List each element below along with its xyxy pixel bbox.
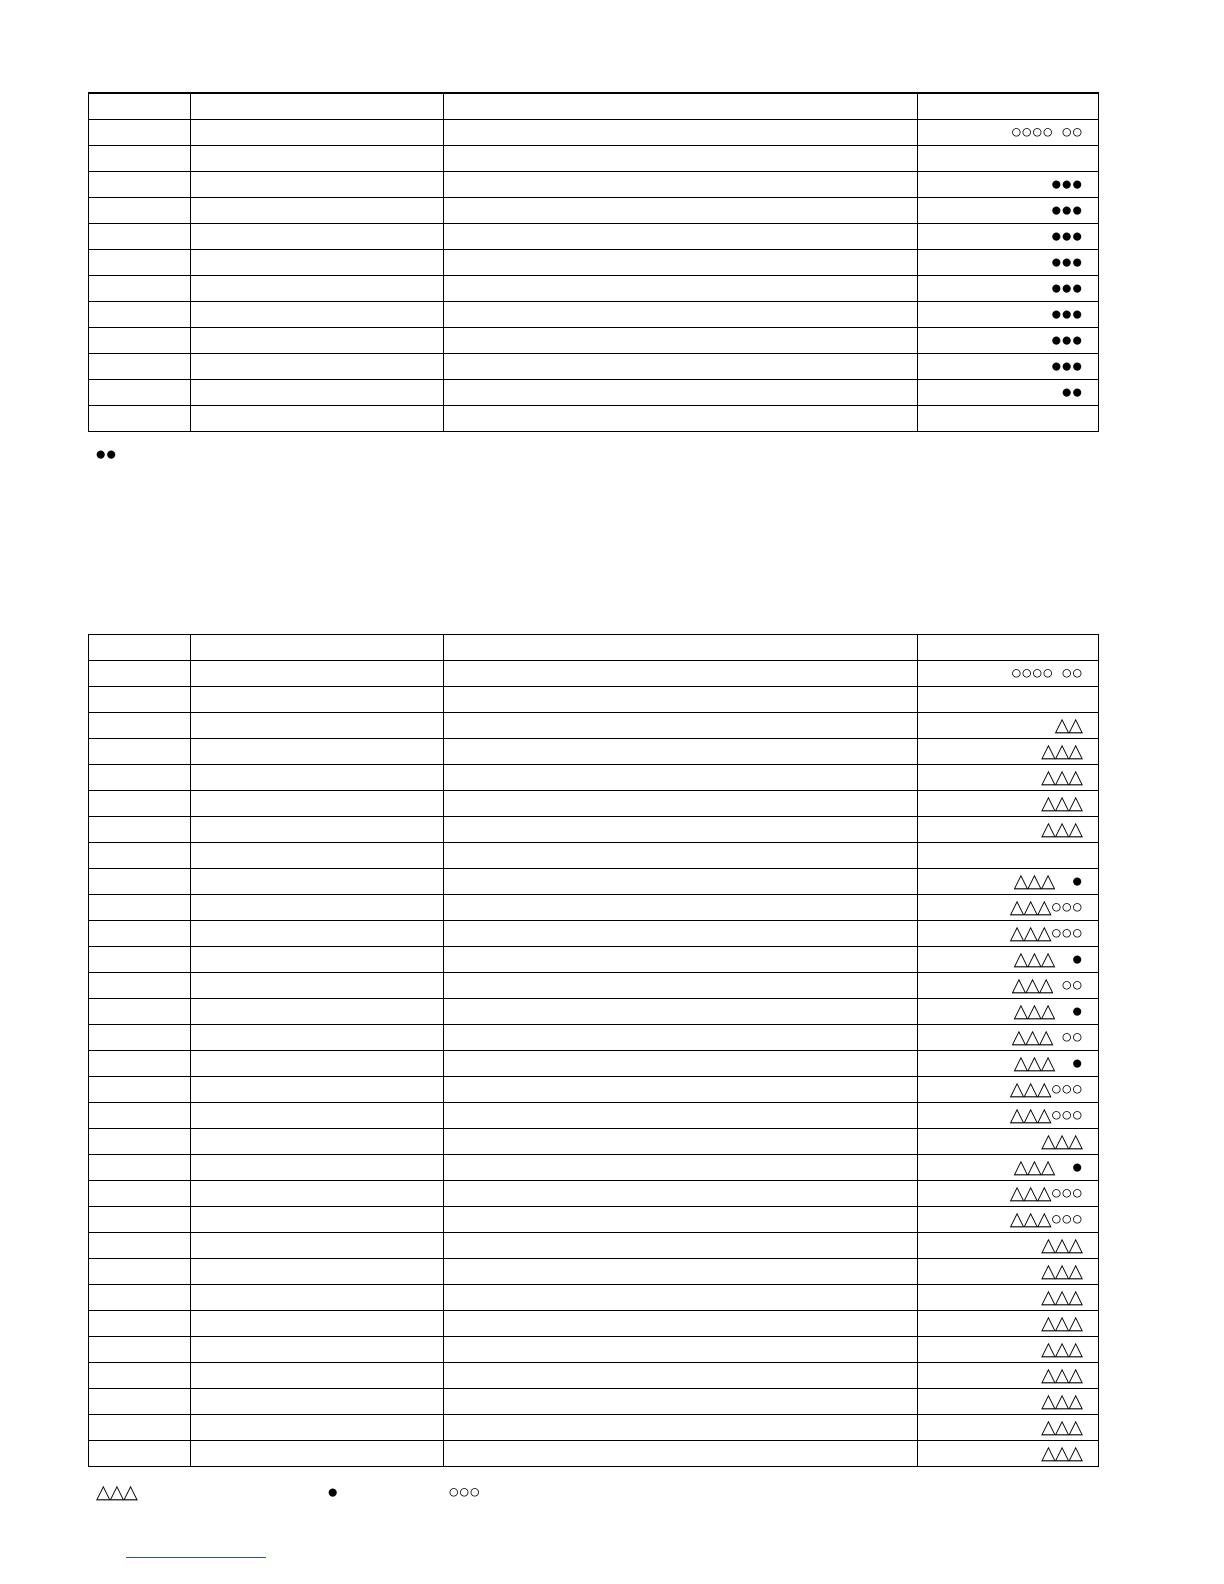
table-cell: [89, 765, 191, 791]
table-cell: [191, 93, 444, 120]
table-row: [89, 328, 1099, 354]
table-cell: [444, 276, 918, 302]
table-row: [89, 224, 1099, 250]
table-cell: [89, 1259, 191, 1285]
mark-cell: ●●●: [918, 328, 1099, 354]
table-row: [89, 947, 1099, 973]
table-cell: [191, 1077, 444, 1103]
mark-cell: ●●●: [918, 250, 1099, 276]
table-cell: [89, 198, 191, 224]
table-cell: [89, 1207, 191, 1233]
table-cell: [444, 328, 918, 354]
legend-circles: ○○○: [448, 1482, 480, 1503]
table-cell: [444, 869, 918, 895]
table-cell: [191, 713, 444, 739]
table-cell: [89, 895, 191, 921]
table-row: [89, 1337, 1099, 1363]
table-cell: [89, 328, 191, 354]
table-cell: [191, 817, 444, 843]
table-cell: [89, 1285, 191, 1311]
mark-cell: △△△: [918, 1415, 1099, 1441]
table-cell: [89, 1181, 191, 1207]
table-row: [89, 635, 1099, 661]
table-row: [89, 1233, 1099, 1259]
table-cell: [89, 172, 191, 198]
table-cell: [191, 224, 444, 250]
table-row: [89, 146, 1099, 172]
table-cell: [89, 999, 191, 1025]
table-cell: [444, 406, 918, 432]
table-cell: [444, 1155, 918, 1181]
table-cell: [191, 635, 444, 661]
mark-cell: △△△: [918, 791, 1099, 817]
table-cell: [191, 687, 444, 713]
table-cell: [191, 973, 444, 999]
table-cell: [191, 661, 444, 687]
table-cell: [89, 380, 191, 406]
table-cell: [89, 661, 191, 687]
mark-cell: △△△: [918, 817, 1099, 843]
mark-cell: △△△○○○: [918, 921, 1099, 947]
table-cell: [444, 635, 918, 661]
table-row: [89, 406, 1099, 432]
table-cell: [444, 120, 918, 146]
mark-cell: [918, 843, 1099, 869]
table-cell: [191, 1181, 444, 1207]
table-row: [89, 739, 1099, 765]
table-cell: [89, 354, 191, 380]
table-cell: [444, 713, 918, 739]
table-cell: [191, 1259, 444, 1285]
table-cell: [89, 146, 191, 172]
table-cell: [191, 999, 444, 1025]
mark-cell: △△△ ●: [918, 1155, 1099, 1181]
table-cell: [444, 250, 918, 276]
table-cell: [89, 250, 191, 276]
table-cell: [444, 1129, 918, 1155]
mark-cell: △△△ ○○: [918, 973, 1099, 999]
table-cell: [444, 687, 918, 713]
table-cell: [444, 1207, 918, 1233]
table-cell: [191, 1363, 444, 1389]
table-cell: [89, 1103, 191, 1129]
table-cell: [89, 947, 191, 973]
table-cell: [444, 1415, 918, 1441]
table-cell: [444, 1077, 918, 1103]
table-cell: [444, 1181, 918, 1207]
table-cell: [444, 791, 918, 817]
table-cell: [191, 380, 444, 406]
mark-cell: ●●: [918, 380, 1099, 406]
table-row: [89, 1051, 1099, 1077]
table-cell: [89, 1155, 191, 1181]
table-cell: [444, 661, 918, 687]
table-row: [89, 1155, 1099, 1181]
mark-cell: [918, 93, 1099, 120]
table-cell: [89, 973, 191, 999]
table-cell: [444, 1233, 918, 1259]
table-cell: [191, 1337, 444, 1363]
mark-cell: △△△ ●: [918, 1051, 1099, 1077]
table-cell: [89, 406, 191, 432]
table-cell: [191, 120, 444, 146]
mark-cell: ●●●: [918, 172, 1099, 198]
table-cell: [89, 1389, 191, 1415]
legend-triangles: △△△: [96, 1482, 137, 1503]
table-cell: [444, 739, 918, 765]
table-cell: [191, 1441, 444, 1467]
table-cell: [191, 1155, 444, 1181]
mark-cell: △△△: [918, 1129, 1099, 1155]
mark-cell: △△△ ○○: [918, 1025, 1099, 1051]
table-cell: [191, 146, 444, 172]
table-cell: [444, 172, 918, 198]
table-row: [89, 713, 1099, 739]
table-cell: [89, 302, 191, 328]
table-cell: [444, 1103, 918, 1129]
table-row: [89, 687, 1099, 713]
table-cell: [444, 380, 918, 406]
table-1: [88, 92, 1099, 432]
table-row: [89, 380, 1099, 406]
table-cell: [89, 1051, 191, 1077]
table-cell: [191, 895, 444, 921]
table-row: [89, 765, 1099, 791]
table-cell: [444, 817, 918, 843]
table-row: [89, 120, 1099, 146]
table-cell: [89, 1441, 191, 1467]
mark-cell: [918, 406, 1099, 432]
table-cell: [191, 765, 444, 791]
mark-cell: ●●●: [918, 198, 1099, 224]
table-cell: [444, 921, 918, 947]
table-cell: [89, 635, 191, 661]
table-cell: [89, 1337, 191, 1363]
table-cell: [191, 172, 444, 198]
table-cell: [89, 869, 191, 895]
mark-cell: △△△○○○: [918, 1181, 1099, 1207]
table-cell: [444, 947, 918, 973]
table-cell: [89, 817, 191, 843]
table-row: [89, 1259, 1099, 1285]
mark-cell: [918, 687, 1099, 713]
table-row: [89, 843, 1099, 869]
table-cell: [89, 120, 191, 146]
table-cell: [191, 302, 444, 328]
table-row: [89, 172, 1099, 198]
mark-cell: △△△○○○: [918, 895, 1099, 921]
table-cell: [89, 843, 191, 869]
table-cell: [89, 1415, 191, 1441]
table-cell: [89, 739, 191, 765]
table-row: [89, 250, 1099, 276]
table-2: [88, 634, 1099, 1467]
table-cell: [444, 1441, 918, 1467]
table-row: [89, 791, 1099, 817]
table-row: [89, 1207, 1099, 1233]
table-cell: [444, 1025, 918, 1051]
mark-cell: [918, 146, 1099, 172]
table-cell: [191, 276, 444, 302]
table-cell: [191, 843, 444, 869]
table-cell: [444, 843, 918, 869]
table-cell: [444, 895, 918, 921]
table-cell: [89, 1311, 191, 1337]
table-row: [89, 817, 1099, 843]
table-row: [89, 93, 1099, 120]
table-row: [89, 1285, 1099, 1311]
table-cell: [89, 224, 191, 250]
table-row: [89, 973, 1099, 999]
table-row: [89, 198, 1099, 224]
table-cell: [444, 1259, 918, 1285]
table-cell: [89, 1129, 191, 1155]
mark-cell: △△△ ●: [918, 869, 1099, 895]
table-cell: [444, 302, 918, 328]
legend-dot: ●: [327, 1482, 338, 1503]
mark-cell: △△△ ●: [918, 999, 1099, 1025]
table-cell: [89, 1233, 191, 1259]
table-cell: [191, 1207, 444, 1233]
mark-cell: ○○○○ ○○: [918, 120, 1099, 146]
table-cell: [444, 1389, 918, 1415]
table-row: [89, 895, 1099, 921]
table-cell: [89, 791, 191, 817]
table-row: [89, 1025, 1099, 1051]
table-cell: [89, 921, 191, 947]
table-cell: [444, 1051, 918, 1077]
table-cell: [444, 354, 918, 380]
mark-cell: △△△: [918, 1259, 1099, 1285]
mark-cell: ●●●: [918, 276, 1099, 302]
table-cell: [191, 354, 444, 380]
table-row: [89, 1077, 1099, 1103]
table-cell: [89, 1077, 191, 1103]
mark-cell: △△△: [918, 1311, 1099, 1337]
table-cell: [191, 198, 444, 224]
table-row: [89, 1129, 1099, 1155]
mark-cell: △△△○○○: [918, 1207, 1099, 1233]
table-cell: [191, 1129, 444, 1155]
table-cell: [444, 973, 918, 999]
mark-cell: △△△○○○: [918, 1077, 1099, 1103]
table-row: [89, 1103, 1099, 1129]
table-cell: [191, 921, 444, 947]
table-cell: [191, 1415, 444, 1441]
table-cell: [89, 713, 191, 739]
table-cell: [89, 276, 191, 302]
table-cell: [191, 739, 444, 765]
table-row: [89, 1441, 1099, 1467]
table-cell: [89, 1363, 191, 1389]
table-row: [89, 1415, 1099, 1441]
table-1-footnote-mark: ●●: [95, 444, 116, 465]
table-row: [89, 1363, 1099, 1389]
mark-cell: ●●●: [918, 302, 1099, 328]
mark-cell: △△△: [918, 739, 1099, 765]
table-cell: [191, 250, 444, 276]
mark-cell: ●●●: [918, 354, 1099, 380]
table-row: [89, 302, 1099, 328]
table-row: [89, 1181, 1099, 1207]
table-cell: [191, 1051, 444, 1077]
table-cell: [444, 198, 918, 224]
table-cell: [191, 947, 444, 973]
mark-cell: ○○○○ ○○: [918, 661, 1099, 687]
mark-cell: △△△: [918, 1337, 1099, 1363]
table-cell: [444, 1311, 918, 1337]
mark-cell: △△△: [918, 765, 1099, 791]
table-row: [89, 999, 1099, 1025]
table-cell: [444, 1363, 918, 1389]
table-cell: [191, 1233, 444, 1259]
mark-cell: △△: [918, 713, 1099, 739]
table-cell: [191, 328, 444, 354]
table-cell: [444, 146, 918, 172]
table-cell: [444, 1285, 918, 1311]
table-cell: [191, 1311, 444, 1337]
table-cell: [191, 406, 444, 432]
table-row: [89, 276, 1099, 302]
mark-cell: [918, 635, 1099, 661]
table-row: [89, 1311, 1099, 1337]
mark-cell: △△△: [918, 1285, 1099, 1311]
table-cell: [191, 1389, 444, 1415]
table-row: [89, 661, 1099, 687]
table-cell: [191, 869, 444, 895]
mark-cell: △△△: [918, 1363, 1099, 1389]
mark-cell: △△△ ●: [918, 947, 1099, 973]
table-cell: [89, 1025, 191, 1051]
table-cell: [444, 224, 918, 250]
table-cell: [191, 1025, 444, 1051]
table-cell: [444, 999, 918, 1025]
table-cell: [191, 791, 444, 817]
table-cell: [89, 93, 191, 120]
mark-cell: △△△: [918, 1389, 1099, 1415]
table-cell: [444, 93, 918, 120]
table-row: [89, 1389, 1099, 1415]
mark-cell: △△△: [918, 1441, 1099, 1467]
mark-cell: ●●●: [918, 224, 1099, 250]
link-underline[interactable]: [126, 1557, 266, 1558]
table-cell: [89, 687, 191, 713]
table-cell: [444, 765, 918, 791]
table-cell: [191, 1285, 444, 1311]
table-row: [89, 354, 1099, 380]
table-row: [89, 869, 1099, 895]
table-cell: [444, 1337, 918, 1363]
mark-cell: △△△○○○: [918, 1103, 1099, 1129]
table-row: [89, 921, 1099, 947]
table-cell: [191, 1103, 444, 1129]
mark-cell: △△△: [918, 1233, 1099, 1259]
